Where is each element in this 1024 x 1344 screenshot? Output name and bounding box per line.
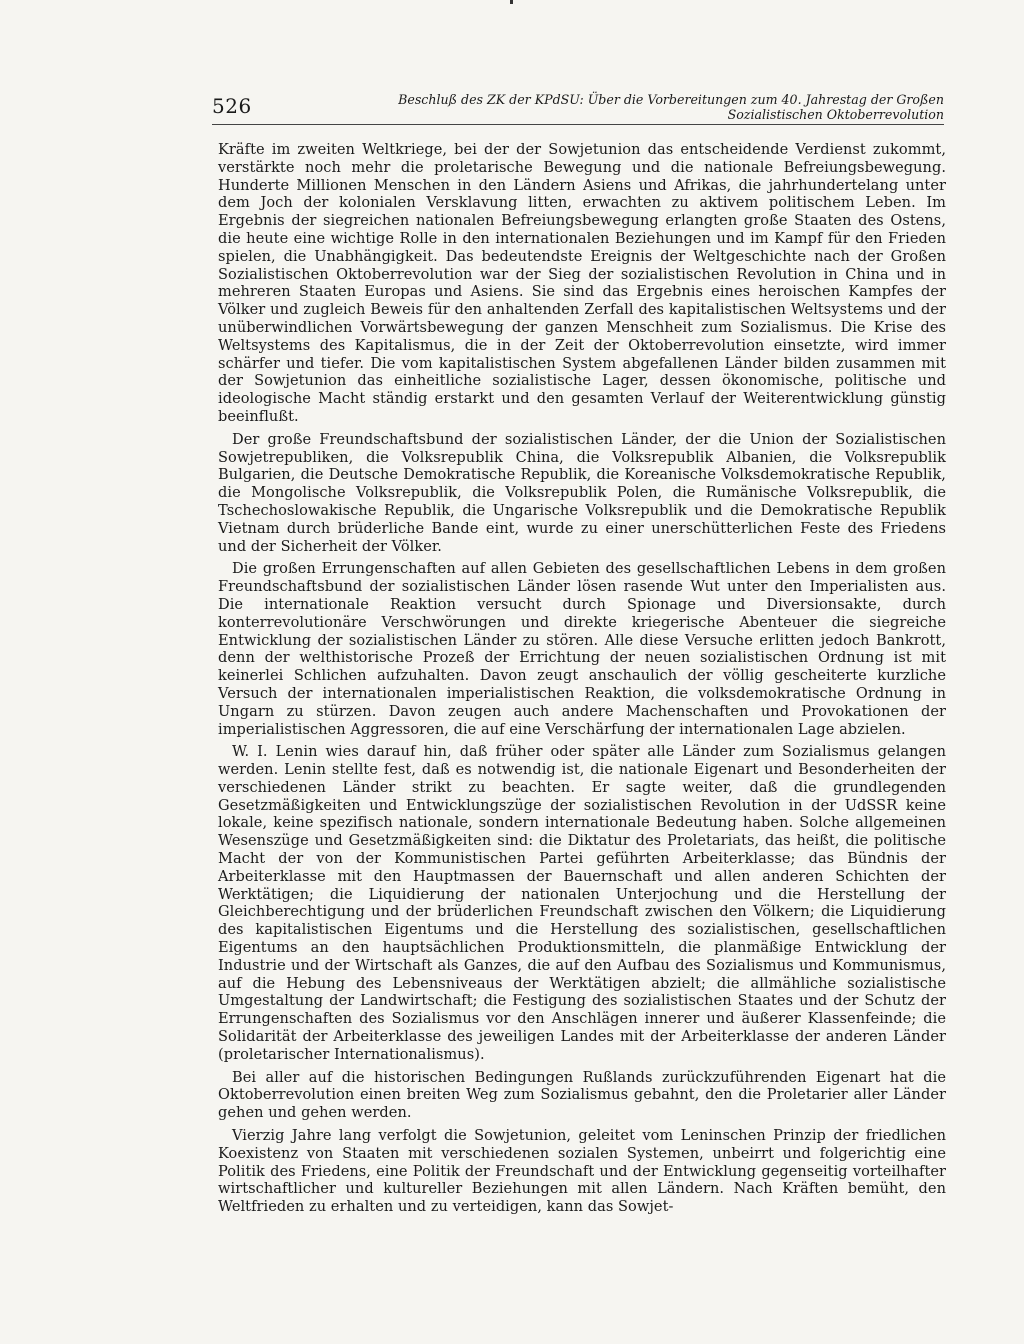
page-header — [212, 92, 944, 124]
paragraph-6: Vierzig Jahre lang verfolgt die Sowjetunion, geleitet vom Leninschen Prinzip der friedlichen Koexistenz von Staaten mit verschiedenen sozialen Systemen, unbeirrt und folgerichtig eine Politik des Friedens, eine Politik der Freundschaft und der Entwicklung gegenseitig vorteilhafter wirtschaftlicher und kultureller Beziehungen mit allen Ländern. Nach Kräften bemüht, den Weltfrieden zu erhalten und zu verteidigen, kann das Sowjet- — [218, 1127, 946, 1216]
paragraph-4: W. I. Lenin wies darauf hin, daß früher oder später alle Länder zum Sozialismus gelangen werden. Lenin stellte fest, daß es notwendig ist, die nationale Eigenart und Besonderheiten der verschiedenen Länder strikt zu beachten. Er sagte weiter, daß die grundlegenden Gesetzmäßigkeiten und Entwicklungszüge der sozialistischen Revolution in der UdSSR keine lokale, keine spezifisch nationale, sondern internationale Bedeutung haben. Solche allgemeinen Wesenszüge und Gesetzmäßigkeiten sind: die Diktatur des Proletariats, das heißt, die politische Macht der von der Kommunistischen Partei geführten Arbeiterklasse; das Bündnis der Arbeiterklasse mit den Hauptmassen der Bauernschaft und allen anderen Schichten der Werktätigen; die Liquidierung der nationalen Unterjochung und die Herstellung der Gleichberechtigung und der brüderlichen Freundschaft zwischen den Völkern; die Liquidierung des kapitalistischen Eigentums und die Herstellung des sozialistischen, gesellschaftlichen Eigentums an den hauptsächlichen Produktionsmitteln, die planmäßige Entwicklung der Industrie und der Wirtschaft als Ganzes, die auf den Aufbau des Sozialismus und Kommunismus, auf die Hebung des Lebensniveaus der Werktätigen abzielt; die allmähliche sozialistische Umgestaltung der Landwirtschaft; die Festigung des sozialistischen Staates und der Schutz der Errungenschaften des Sozialismus vor den Anschlägen innerer und äußerer Klassenfeinde; die Solidarität der Arbeiterklasse des jeweiligen Landes mit der Arbeiterklasse der anderen Länder (proletarischer Internationalismus). — [218, 743, 946, 1063]
page-number: 526 — [212, 94, 252, 118]
body-text — [218, 141, 946, 1221]
paragraph-1: Kräfte im zweiten Weltkriege, bei der der Sowjetunion das entscheidende Verdienst zukommt, verstärkte noch mehr die proletarische Bewegung und die nationale Befreiungsbewegung. Hunderte Millionen Menschen in den Ländern Asiens und Afrikas, die jahrhundertelang unter dem Joch der kolonialen Versklavung litten, erwachten zu aktivem politischem Leben. Im Ergebnis der siegreichen nationalen Befreiungsbewegung erlangten große Staaten des Ostens, die heute eine wichtige Rolle in den internationalen Beziehungen und im Kampf für den Frieden spielen, die Unabhängigkeit. Das bedeutendste Ereignis der Weltgeschichte nach der Großen Sozialistischen Oktoberrevolution war der Sieg der sozialistischen Revolution in China und in mehreren Staaten Europas und Asiens. Sie sind das Ergebnis eines heroischen Kampfes der Völker und zugleich Beweis für den anhaltenden Zerfall des kapitalistischen Weltsystems und der unüberwindlichen Vorwärtsbewegung der ganzen Menschheit zum Sozialismus. Die Krise des Weltsystems des Kapitalismus, die in der Zeit der Oktoberrevolution einsetzte, wird immer schärfer und tiefer. Die vom kapitalistischen System abgefallenen Länder bilden zusammen mit der Sowjetunion das einheitliche sozialistische Lager, dessen ökonomische, politische und ideologische Macht ständig erstarkt und den gesamten Verlauf der Weiterentwicklung günstig beeinflußt. — [218, 141, 946, 425]
running-head — [398, 92, 944, 122]
header-rule — [212, 124, 944, 125]
paragraph-5: Bei aller auf die historischen Bedingungen Rußlands zurückzuführenden Eigenart hat die Oktoberrevolution einen breiten Weg zum Sozialismus gebahnt, den die Proletarier aller Länder gehen und gehen werden. — [218, 1068, 946, 1122]
paragraph-2: Der große Freundschaftsbund der sozialistischen Länder, der die Union der Sozialistischen Sowjetrepubliken, die Volksrepublik China, die Volksrepublik Albanien, die Volksrepublik Bulgarien, die Deutsche Demokratische Republik, die Koreanische Volksdemokratische Republik, die Mongolische Volksrepublik, die Volksrepublik Polen, die Rumänische Volksrepublik, die Tschechoslowakische Republik, die Ungarische Volksrepublik und die Demokratische Republik Vietnam durch brüderliche Bande eint, wurde zu einer unerschütterlichen Feste des Friedens und der Sicherheit der Völker. — [218, 430, 946, 555]
running-head-line-2: Sozialistischen Oktoberrevolution — [727, 107, 944, 122]
print-mark — [510, 0, 513, 4]
paragraph-3: Die großen Errungenschaften auf allen Gebieten des gesellschaftlichen Lebens in dem großen Freundschaftsbund der sozialistischen Länder lösen rasende Wut unter den Imperialisten aus. Die internationale Reaktion versucht durch Spionage und Diversionsakte, durch konterrevolutionäre Verschwörungen und direkte kriegerische Abenteuer die siegreiche Entwicklung der sozialistischen Länder zu stören. Alle diese Versuche erlitten jedoch Bankrott, denn der welthistorische Prozeß der Errichtung der neuen sozialistischen Ordnung ist mit keinerlei Schlichen aufzuhalten. Davon zeugt anschaulich der völlig gescheiterte kurzliche Versuch der internationalen imperialistischen Reaktion, die volksdemokratische Ordnung in Ungarn zu stürzen. Davon zeugen auch andere Machenschaften und Provokationen der imperialistischen Aggressoren, die auf eine Verschärfung der internationalen Lage abzielen. — [218, 560, 946, 738]
running-head-line-1: Beschluß des ZK der KPdSU: Über die Vorbereitungen zum 40. Jahrestag der Großen — [398, 92, 944, 107]
